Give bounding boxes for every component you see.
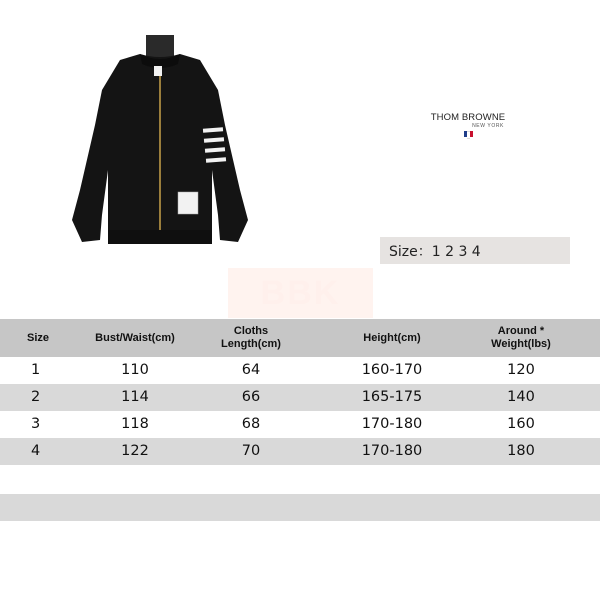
cell-height: 165-175 xyxy=(361,389,423,405)
cell-size: 4 xyxy=(31,443,41,459)
cell-height: 160-170 xyxy=(361,362,423,378)
cell-bust-waist: 122 xyxy=(121,443,149,459)
table-row xyxy=(0,384,600,411)
cell-size: 1 xyxy=(31,362,41,378)
cell-size: 3 xyxy=(31,416,41,432)
cell-weight: 120 xyxy=(507,362,535,378)
header-bust-waist: Bust/Waist(cm) xyxy=(95,331,175,344)
patch-label xyxy=(178,192,198,214)
watermark-text: BBK xyxy=(260,273,341,312)
brand-location: NEW YORK xyxy=(472,123,504,129)
header-cloths-length: Cloths Length(cm) xyxy=(221,325,281,350)
empty-table-row xyxy=(0,494,600,521)
cell-weight: 160 xyxy=(507,416,535,432)
cell-bust-waist: 114 xyxy=(121,389,149,405)
size-options xyxy=(380,237,570,264)
cell-height: 170-180 xyxy=(361,416,423,432)
jacket-image xyxy=(60,30,260,250)
table-row xyxy=(0,357,600,384)
cell-height: 170-180 xyxy=(361,443,423,459)
cell-weight: 140 xyxy=(507,389,535,405)
cell-length: 66 xyxy=(241,389,261,405)
flag-icon xyxy=(464,131,473,137)
hanger-icon xyxy=(146,35,174,57)
cell-size: 2 xyxy=(31,389,41,405)
cell-bust-waist: 110 xyxy=(121,362,149,378)
cell-length: 64 xyxy=(241,362,261,378)
header-weight: Around * Weight(lbs) xyxy=(491,325,551,350)
size-table xyxy=(0,319,600,465)
cell-bust-waist: 118 xyxy=(121,416,149,432)
header-height: Height(cm) xyxy=(363,331,421,344)
table-row xyxy=(0,411,600,438)
table-row xyxy=(0,438,600,465)
table-header xyxy=(0,319,600,357)
brand-name: THOM BROWNE xyxy=(430,112,506,123)
watermark xyxy=(228,268,373,318)
size-options-text: Size：1 2 3 4 xyxy=(389,243,481,260)
cell-length: 68 xyxy=(241,416,261,432)
cell-length: 70 xyxy=(241,443,261,459)
header-size: Size xyxy=(27,331,50,344)
brand-logo xyxy=(418,112,518,137)
cell-weight: 180 xyxy=(507,443,535,459)
